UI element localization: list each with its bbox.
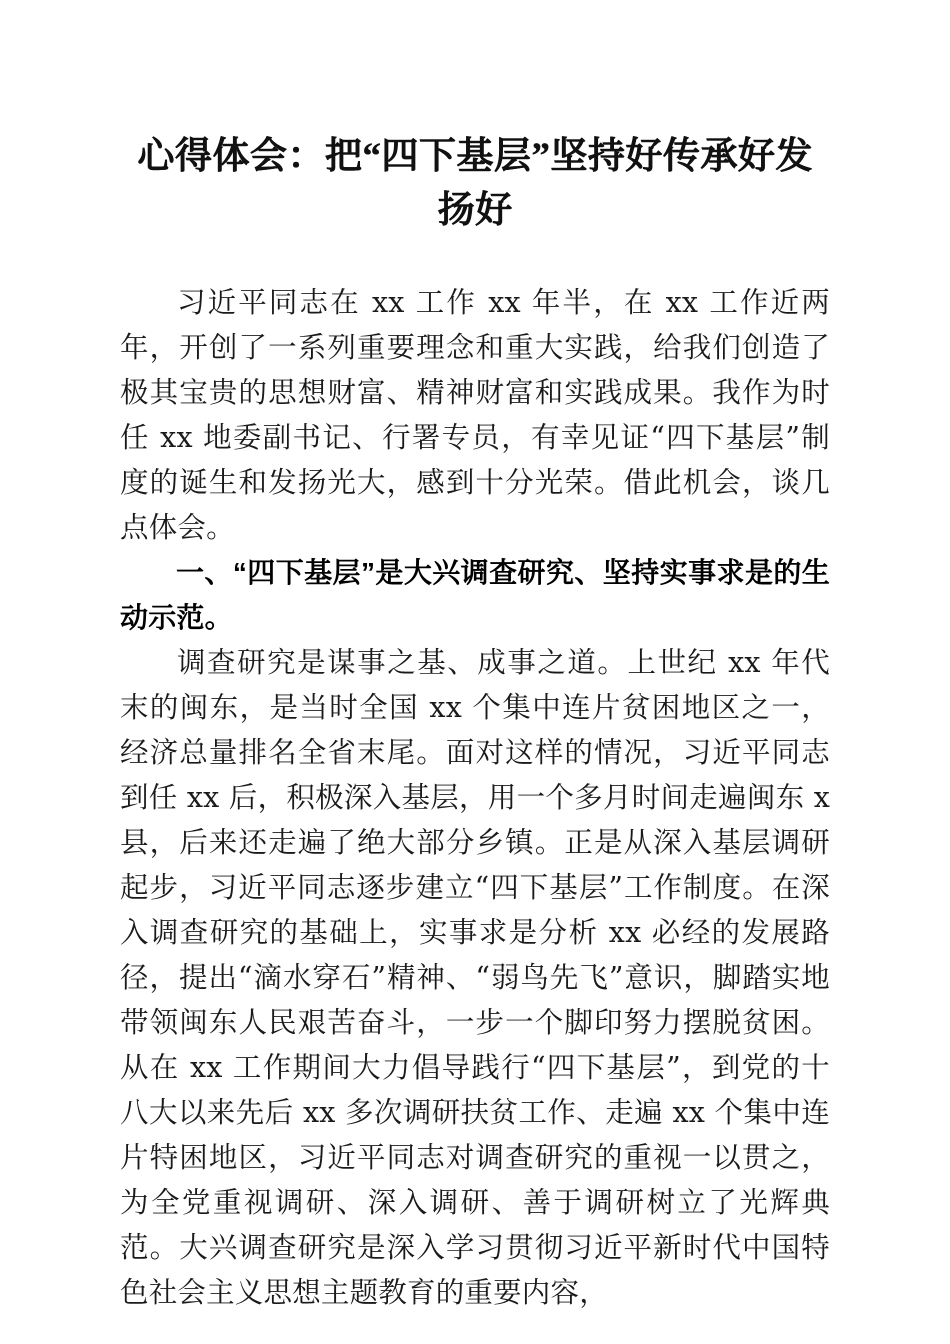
section-heading-one: 一、“四下基层”是大兴调查研究、坚持实事求是的生动示范。 bbox=[120, 557, 830, 633]
document-body bbox=[120, 280, 830, 1315]
page-title: 心得体会：把“四下基层”坚持好传承好发扬好 bbox=[137, 136, 813, 231]
paragraph-section-one-body: 调查研究是谋事之基、成事之道。上世纪 xx 年代末的闽东，是当时全国 xx 个集中连片贫困地区之一，经济总量排名全省末尾。面对这样的情况，习近平同志到任 xx 后，积极深入基层，用一个多月时间走遍闽东 x 县，后来还走遍了绝大部分乡镇。正是从深入基层调研起步，习近平同志逐步建立“四下基层”工作制度。在深入调查研究的基础上，实事求是分析 xx 必经的发展路径，提出“滴水穿石”精神、“弱鸟先飞”意识，脚踏实地带领闽东人民艰苦奋斗，一步一个脚印努力摆脱贫困。从在 xx 工作期间大力倡导践行“四下基层”，到党的十八大以来先后 xx 多次调研扶贫工作、走遍 xx 个集中连片特困地区，习近平同志对调查研究的重视一以贯之，为全党重视调研、深入调研、善于调研树立了光辉典范。大兴调查研究是深入学习贯彻习近平新时代中国特色社会主义思想主题教育的重要内容， bbox=[120, 646, 830, 1309]
paragraph-intro: 习近平同志在 xx 工作 xx 年半，在 xx 工作近两年，开创了一系列重要理念和重大实践，给我们创造了极其宝贵的思想财富、精神财富和实践成果。我作为时任 xx 地委副书记、行署专员，有幸见证“四下基层”制度的诞生和发扬光大，感到十分光荣。借此机会，谈几点体会。 bbox=[120, 286, 830, 544]
